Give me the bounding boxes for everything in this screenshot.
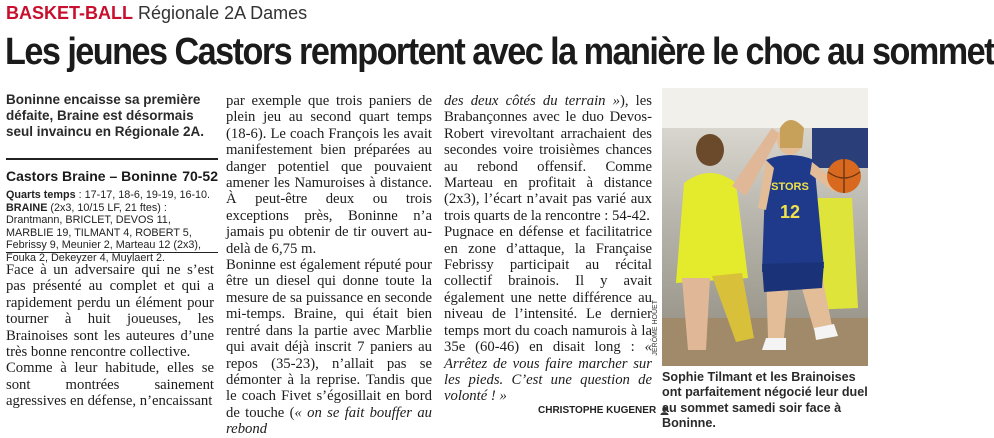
article-paragraph: Comme à leur habitude, elles se sont montrées sainement agressives en défense, n’encaissant [6, 360, 214, 410]
article-column-3 [444, 93, 652, 405]
byline [538, 405, 669, 416]
section-subtitle: Régionale 2A Dames [138, 3, 308, 23]
braine-label: BRAINE [6, 201, 48, 214]
jersey-text: STORS [771, 181, 809, 193]
article-column-2 [226, 93, 432, 438]
coach-quote: des deux côtés du terrain » [444, 93, 620, 109]
divider [6, 252, 218, 253]
article-paragraph: par exemple que trois paniers de plein jeu au second quart temps (18-6). Le coach François les avait manifestement bien préparées au danger potentiel que pouvaient amener les Namuroises à distance. À peut-être deux ou trois exceptions près, Boninne n’a jamais pu obtenir de tir ouvert au-delà de 6,75 m. [226, 93, 432, 257]
article-paragraph [226, 257, 432, 437]
coach-quote: « Arrêtez de vous faire marcher sur les pieds. C’est une question de volonté ! » [444, 339, 652, 405]
photo-credit: JÉRÔME HOUET [652, 300, 659, 356]
author-name: CHRISTOPHE KUGENER [538, 405, 657, 416]
headline: Les jeunes Castors remportent avec la manière le choc au sommet [5, 31, 994, 73]
coach-quote: « on se fait bouffer au rebond [226, 404, 433, 438]
braine-lineup: (2x3, 10/15 LF, 21 ftes) : Drantmann, BRICLET, DEVOS 11, MARBLIE 19, TILMANT 4, ROBERT 5, Febrissy 9, Meunier 2, Marteau 12 (2x3), Fouka 2, Dekeyzer 4, Muylaert 2. [6, 201, 202, 264]
section-rubric: BASKET-BALL [6, 3, 133, 23]
article-column-1 [6, 262, 214, 410]
quarters-scores: : 17-17, 18-6, 19-19, 16-10. [78, 189, 211, 201]
match-score [6, 167, 218, 185]
match-result: 70-52 [182, 168, 218, 184]
article-paragraph: Face à un adversaire qui ne s’est pas présenté au complet et qui a rapidement perdu un élément pour tourner à huit joueuses, les Brainoises sont les auteures d’une très bonne rencontre collective. [6, 262, 214, 361]
article-text: Boninne est également réputé pour être un diesel qui donne toute la mesure de sa puissance en seconde mi-temps. Braine, qui était bien rentré dans la partie avec Marblie qui avait déjà inscrit 7 paniers au repos (35-23), n’allait pas se démonter à la reprise. Tandis que le coach Fivet s’égosillait en bord de touche ( [226, 257, 432, 421]
article-text: Pugnace en défense et facilitatrice en zone d’attaque, la Française Febrissy participait au récital collectif brainois. Il y avait également une nette différence au niveau de l’intensité. Le dernier temps mort du coach namurois à la 35e (60-46) en disait long : [444, 224, 652, 356]
quarters-label: Quarts temps [6, 189, 76, 201]
lead-paragraph: Boninne encaisse sa première défaite, Braine est désormais seul invaincu en Régionale 2A. [6, 92, 205, 139]
article-text: ), les Brabançonnes avec le duo Devos-Robert virevoltant arrachaient des secondes voire troisièmes chances au rebond offensif. Comme Marteau en profitait à distance (2x3), l’écart n’avait pas varié aux trois quarts de la rencontre : 54-42. [444, 93, 652, 224]
section-kicker [6, 2, 307, 24]
match-photo [662, 88, 868, 366]
article-paragraph [444, 93, 652, 224]
match-teams: Castors Braine – Boninne [6, 168, 178, 184]
article-paragraph [444, 224, 652, 404]
divider [6, 158, 218, 160]
jersey-number: 12 [779, 202, 801, 222]
photo-caption: Sophie Tilmant et les Brainoises ont parfaitement négocié leur duel au sommet samedi soir face à Boninne. [662, 370, 868, 431]
photo-illustration [662, 88, 868, 366]
